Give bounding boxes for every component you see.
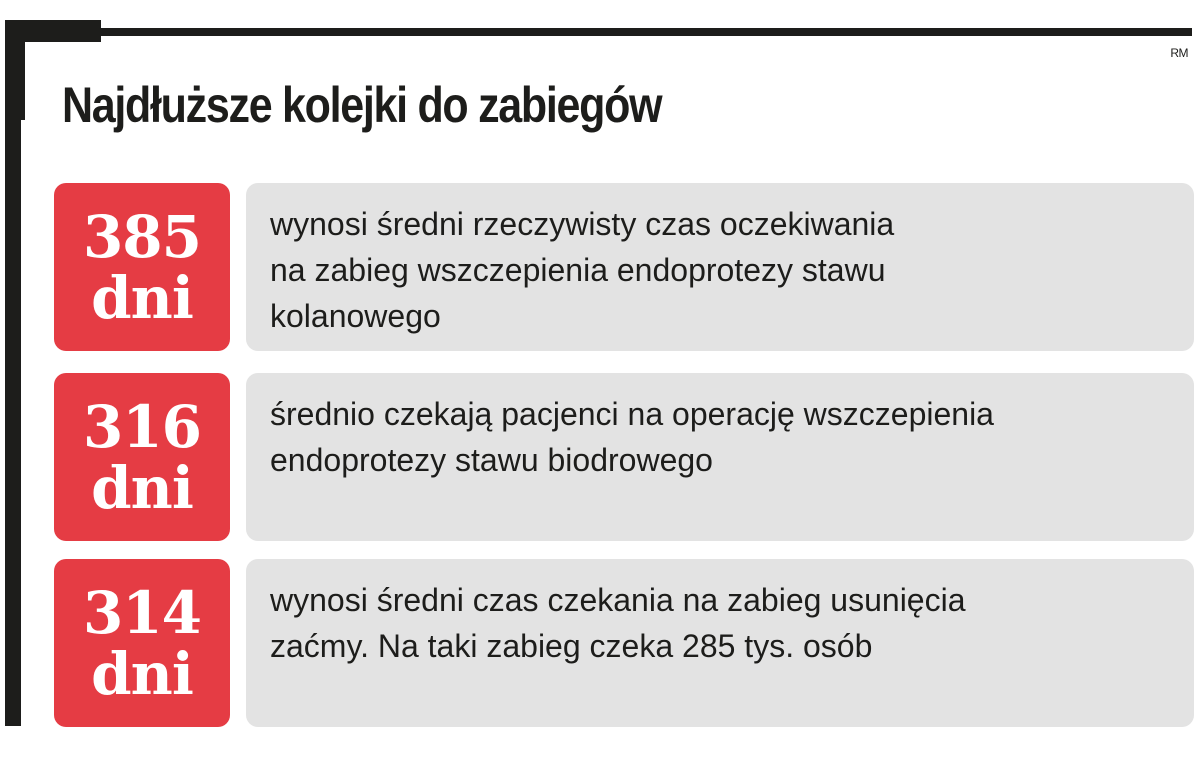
- stat-description: [270, 391, 1170, 483]
- description-line: zaćmy. Na taki zabieg czeka 285 tys. osób: [270, 628, 873, 664]
- description-line: kolanowego: [270, 298, 441, 334]
- stat-number: 314: [82, 579, 202, 647]
- stat-unit: dni: [91, 640, 193, 708]
- description-line: wynosi średni rzeczywisty czas oczekiwania: [270, 206, 895, 242]
- description-line: na zabieg wszczepienia endoprotezy stawu: [270, 252, 886, 288]
- frame-top-rule: [100, 28, 1192, 36]
- stat-unit: dni: [91, 454, 193, 522]
- stat-row: [54, 559, 1194, 727]
- stat-badge: [54, 183, 230, 351]
- stat-description-panel: [246, 559, 1194, 727]
- stat-unit: dni: [91, 264, 193, 332]
- stat-badge: [54, 559, 230, 727]
- description-line: wynosi średni czas czekania na zabieg usunięcia: [270, 582, 966, 618]
- stat-number: 316: [82, 393, 202, 461]
- stat-badge: [54, 373, 230, 541]
- stat-description-panel: [246, 373, 1194, 541]
- stat-row: [54, 183, 1194, 351]
- frame-left-bar: [5, 20, 25, 120]
- stat-number: 385: [82, 203, 202, 271]
- stat-row: [54, 373, 1194, 541]
- stat-description: [270, 577, 1170, 669]
- author-credit: RM: [1170, 46, 1188, 60]
- description-line: średnio czekają pacjenci na operację wszczepienia: [270, 396, 994, 432]
- stat-description-panel: [246, 183, 1194, 351]
- description-line: endoprotezy stawu biodrowego: [270, 442, 713, 478]
- frame-left-rule: [5, 20, 21, 726]
- stat-description: [270, 201, 1170, 339]
- infographic-title: Najdłuższe kolejki do zabiegów: [62, 77, 662, 133]
